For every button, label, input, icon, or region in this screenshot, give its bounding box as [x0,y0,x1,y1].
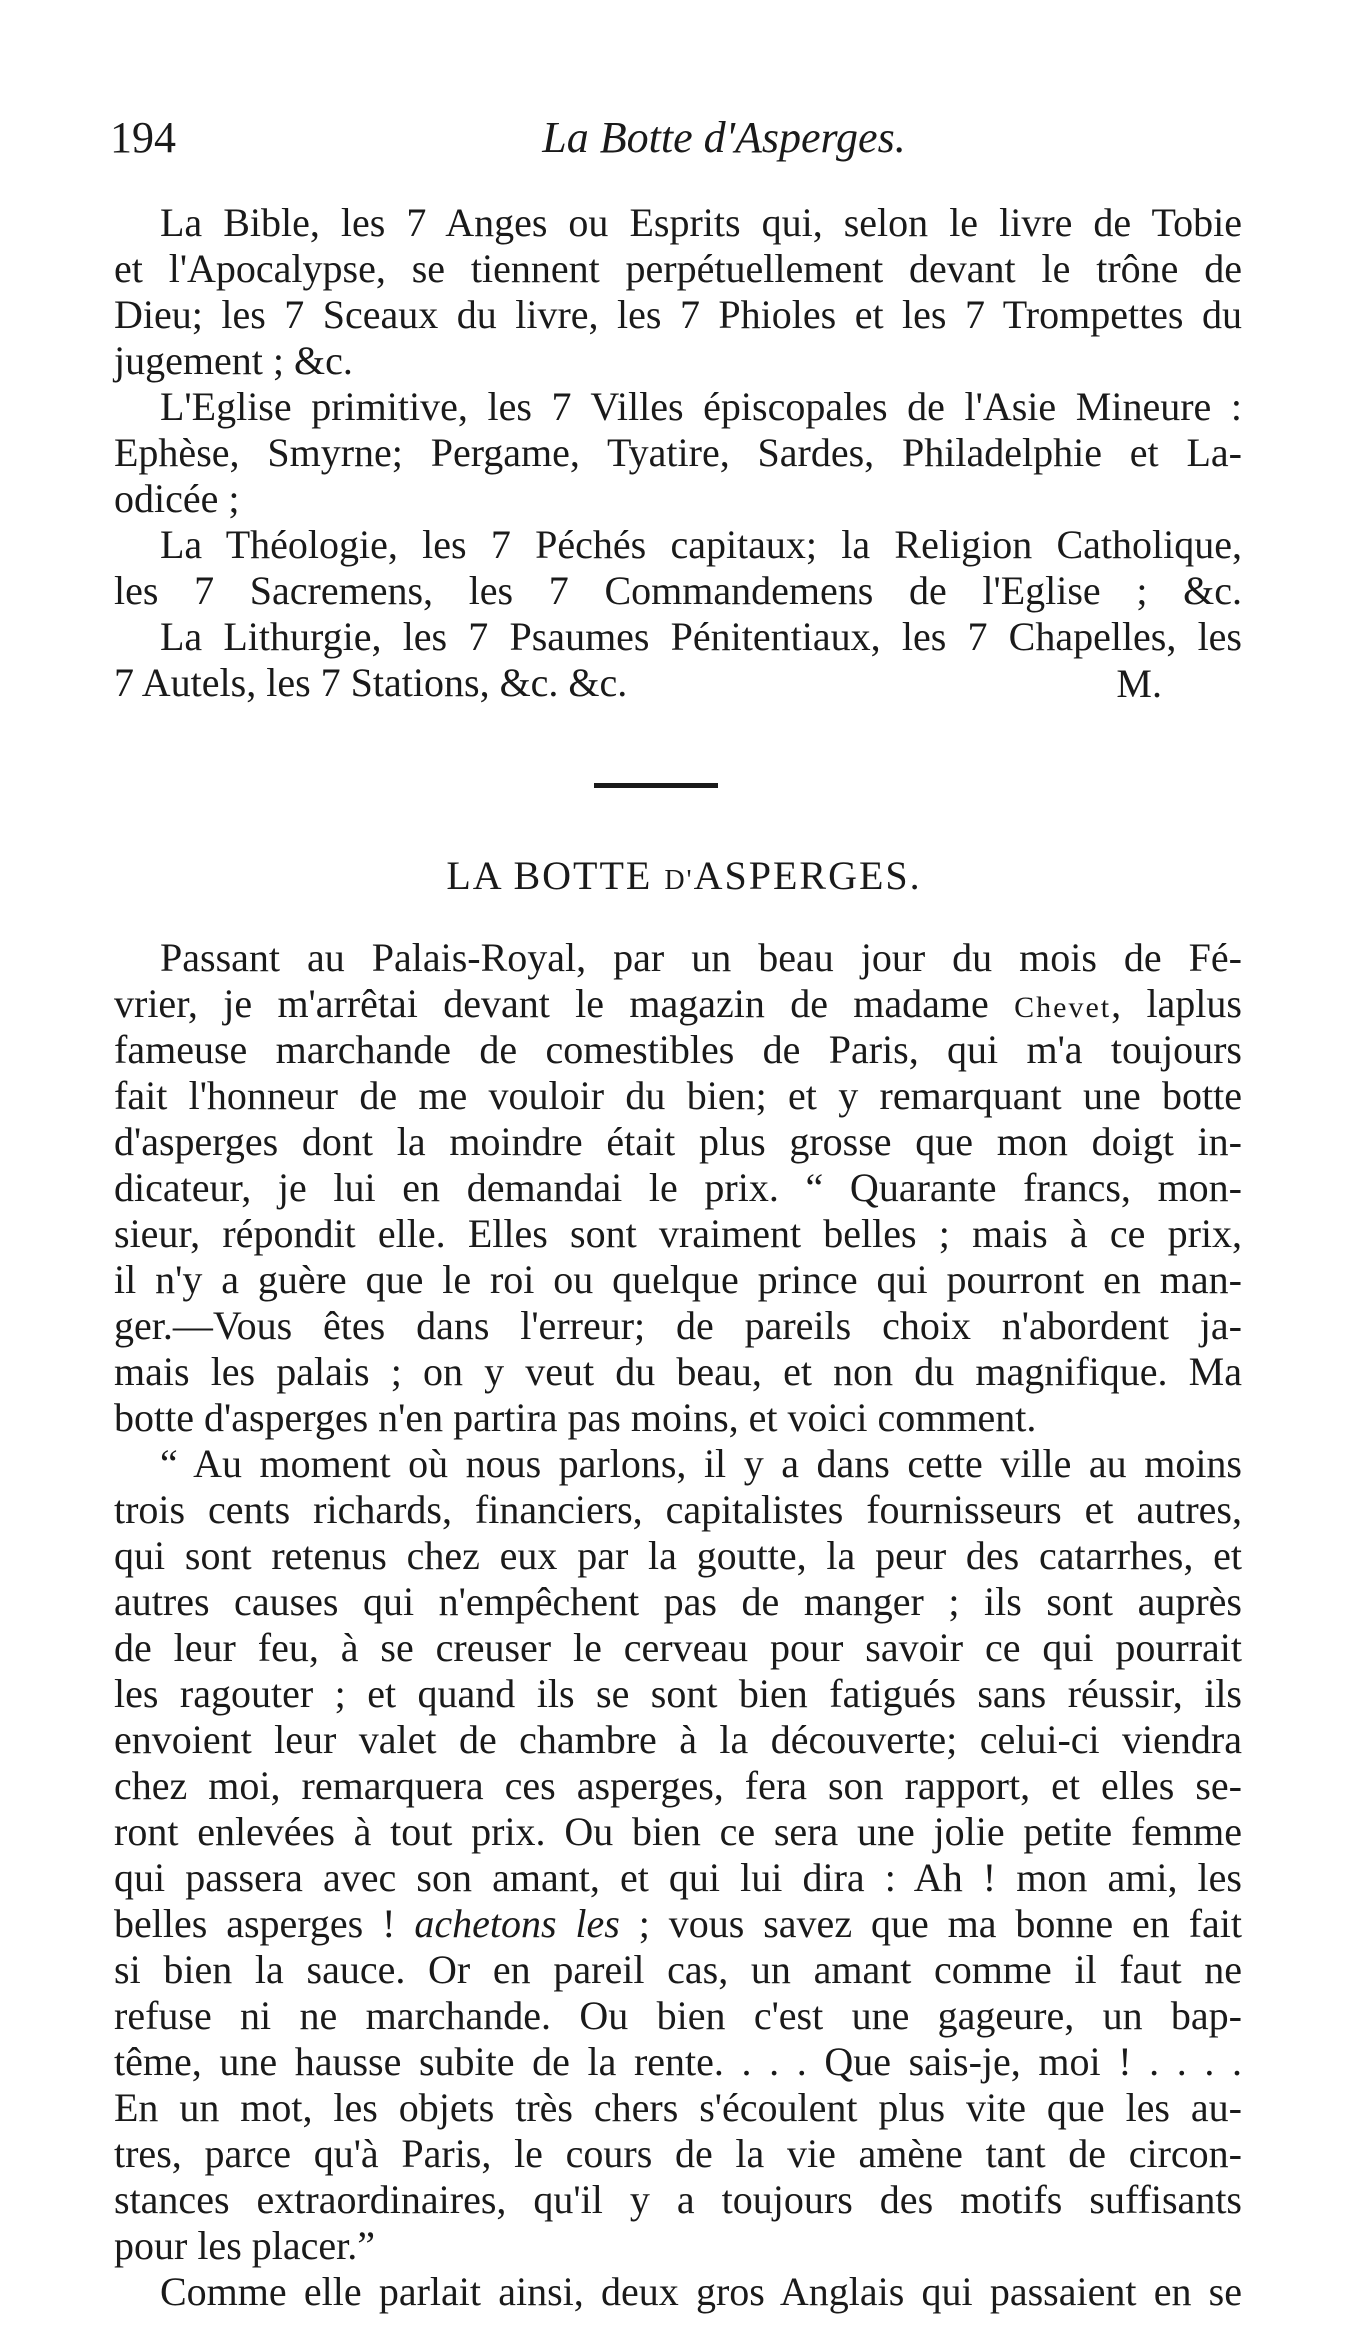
text-line: tres, parce qu'à Paris, le cours de la vie amène tant de circon- [114,2131,1242,2176]
text-line [114,1901,1242,1947]
running-head [108,112,1260,172]
text-line: les 7 Sacremens, les 7 Commandemens de l'Eglise ; &c. [114,568,1242,613]
text-run: , laplus [1111,981,1242,1026]
text-line: Dieu; les 7 Sceaux du livre, les 7 Phioles et les 7 Trompettes du [114,292,1242,337]
text-line: et l'Apocalypse, se tiennent perpétuellement devant le trône de [114,246,1242,291]
section-title-part: ASPERGES. [693,853,922,898]
text-line: autres causes qui n'empêchent pas de manger ; ils sont auprès [114,1579,1242,1624]
text-line: botte d'asperges n'en partira pas moins, et voici comment. [114,1395,1037,1440]
text-run: ; vous savez que ma bonne en fait [619,1901,1243,1946]
text-line: sieur, répondit elle. Elles sont vraiment belles ; mais à ce prix, [114,1211,1242,1256]
body-text [114,935,1242,2315]
text-line: jugement ; &c. [114,338,353,383]
text-line: La Bible, les 7 Anges ou Esprits qui, selon le livre de Tobie [160,200,1242,245]
text-line: 7 Autels, les 7 Stations, &c. &c. [114,660,628,705]
text-line [114,981,1242,1027]
text-line: si bien la sauce. Or en pareil cas, un amant comme il faut ne [114,1947,1242,1992]
text-line: stances extraordinaires, qu'il y a toujours des motifs suffisants [114,2177,1242,2222]
text-line: Passant au Palais-Royal, par un beau jour du mois de Fé- [160,935,1242,980]
text-line: En un mot, les objets très chers s'écoulent plus vite que les au- [114,2085,1242,2130]
text-line: “ Au moment où nous parlons, il y a dans cette ville au moins [160,1441,1242,1486]
text-line: refuse ni ne marchande. Ou bien c'est une gageure, un bap- [114,1993,1242,2038]
intro-paragraphs [114,200,1242,706]
text-line: fait l'honneur de me vouloir du bien; et y remarquant une botte [114,1073,1242,1118]
text-line: tême, une hausse subite de la rente. . . . Que sais-je, moi ! . . . . [114,2039,1242,2084]
text-line: pour les placer.” [114,2223,375,2268]
text-line: fameuse marchande de comestibles de Paris, qui m'a toujours [114,1027,1242,1072]
signature: M. [1116,661,1162,706]
text-line: envoient leur valet de chambre à la découverte; celui-ci viendra [114,1717,1242,1762]
text-line: mais les palais ; on y veut du beau, et non du magnifique. Ma [114,1349,1242,1394]
text-line: qui sont retenus chez eux par la goutte, la peur des catarrhes, et [114,1533,1242,1578]
text-line: L'Eglise primitive, les 7 Villes épiscopales de l'Asie Mineure : [160,384,1242,429]
section-title-part: LA BOTTE [446,853,665,898]
text-line: ront enlevées à tout prix. Ou bien ce sera une jolie petite femme [114,1809,1242,1854]
text-line: La Lithurgie, les 7 Psaumes Pénitentiaux, les 7 Chapelles, les [160,614,1242,659]
text-line: Ephèse, Smyrne; Pergame, Tyatire, Sardes, Philadelphie et La- [114,430,1242,475]
text-line: chez moi, remarquera ces asperges, fera son rapport, et elles se- [114,1763,1242,1808]
text-line: La Théologie, les 7 Péchés capitaux; la Religion Catholique, [160,522,1242,567]
text-run: belles asperges ! [114,1901,415,1946]
text-line: trois cents richards, financiers, capitalistes fournisseurs et autres, [114,1487,1242,1532]
text-line: dicateur, je lui en demandai le prix. “ Quarante francs, mon- [114,1165,1242,1210]
section-title-part: D' [664,865,694,896]
running-title: La Botte d'Asperges. [542,113,906,162]
page-number: 194 [110,113,176,162]
section-title [0,852,1368,899]
text-line: odicée ; [114,476,240,521]
text-line: d'asperges dont la moindre était plus grosse que mon doigt in- [114,1119,1242,1164]
italic-phrase: achetons les [414,1901,620,1946]
text-line: qui passera avec son amant, et qui lui dira : Ah ! mon ami, les [114,1855,1242,1900]
text-line: il n'y a guère que le roi ou quelque prince qui pourront en man- [114,1257,1242,1302]
proper-name: Chevet [1014,991,1112,1024]
text-run: vrier, je m'arrêtai devant le magazin de madame [114,981,1015,1026]
text-line: ger.—Vous êtes dans l'erreur; de pareils choix n'abordent ja- [114,1303,1242,1348]
text-line: les ragouter ; et quand ils se sont bien fatigués sans réussir, ils [114,1671,1242,1716]
text-line: de leur feu, à se creuser le cerveau pour savoir ce qui pourrait [114,1625,1242,1670]
text-line: Comme elle parlait ainsi, deux gros Anglais qui passaient en se [160,2269,1242,2314]
section-divider [594,783,718,788]
